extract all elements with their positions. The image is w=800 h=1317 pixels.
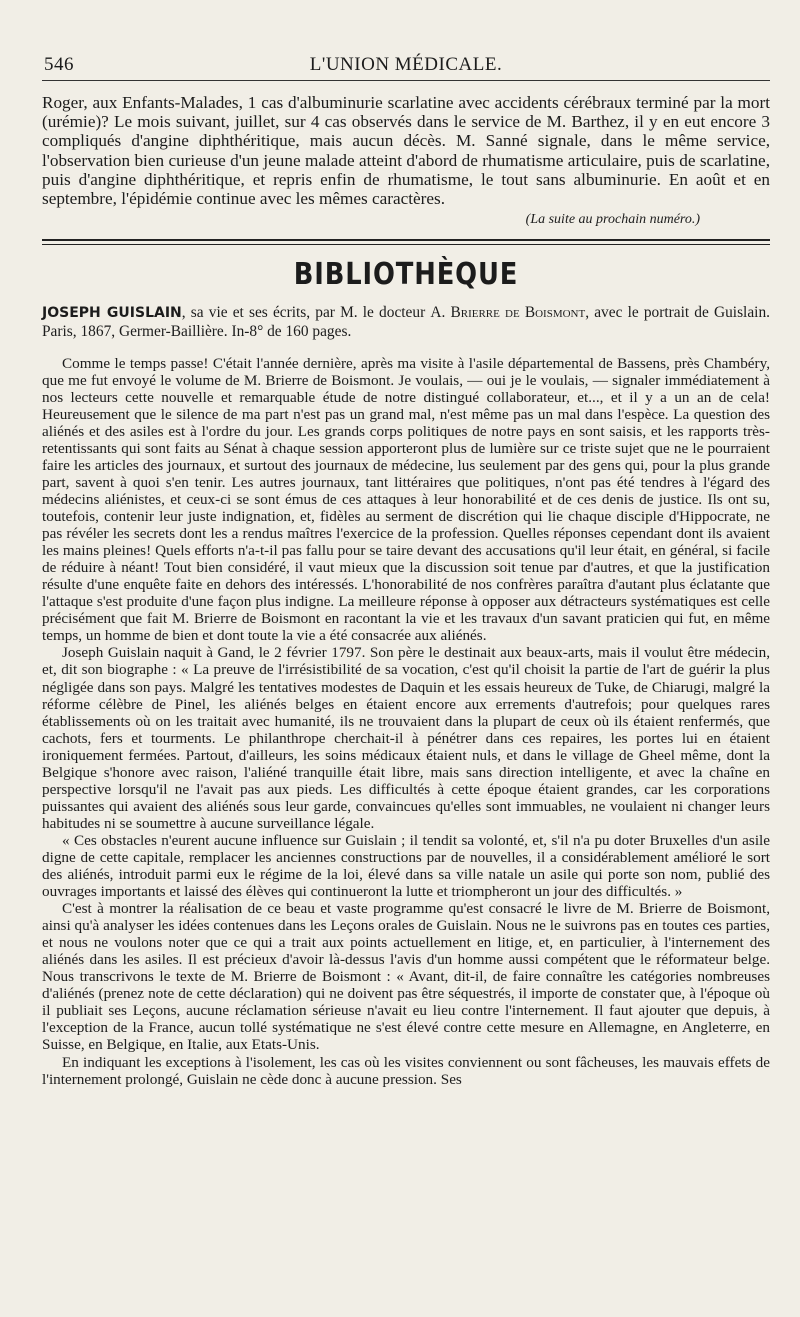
section-divider bbox=[42, 239, 770, 245]
preceding-article-end bbox=[42, 93, 770, 229]
section-title: BIBLIOTHÈQUE bbox=[293, 257, 519, 293]
preceding-article-paragraph: Roger, aux Enfants-Malades, 1 cas d'albuminurie scarlatine avec accidents cérébraux terminé par la mort (urémie)? Le mois suivant, juillet, sur 4 cas observés dans le service de M. Barthez, il y en eut encore 3 compliqués d'angine diphthéritique, mais aucun décès. M. Sanné signale, dans le même service, l'observation bien curieuse d'un jeune malade atteint d'abord de rhumatisme articulaire, puis de scarlatine, puis d'angine diphthéritique, et repris enfin de rhumatisme, le tout sans albuminurie. En août et en septembre, l'épidémie continue avec les mêmes caractères. bbox=[42, 93, 771, 209]
publication-details: , avec le portrait de Guislain. Paris, 1867, Germer-Baillière. In-8° de 160 pages. bbox=[42, 304, 770, 341]
review-heading bbox=[42, 304, 770, 340]
book-subject: , sa vie et ses écrits, par M. le docteur bbox=[181, 304, 431, 322]
review-paragraph: « Ces obstacles n'eurent aucune influence sur Guislain ; il tendit sa volonté, et, s'il n'a pu doter Bruxelles d'un asile digne de cette capitale, remplacer les anciennes constructions par de nouvelles, il a considérablement amélioré le sort des aliénés, introduit parmi eux le régime de la loi, élevé dans sa ville natale un asile qui porte son nom, publié des ouvrages importants et laissé des élèves qui continueront la lutte et triompheront un jour des difficultés. » bbox=[42, 831, 770, 901]
continued-note: (La suite au prochain numéro.) bbox=[525, 212, 700, 228]
review-paragraph: En indiquant les exceptions à l'isolement, les cas où les visites conviennent ou sont fâcheuses, les mauvais effets de l'internement prolongé, Guislain ne cède donc à aucune pression. Ses bbox=[42, 1053, 770, 1088]
journal-title: L'UNION MÉDICALE. bbox=[309, 54, 503, 75]
review-paragraph: Comme le temps passe! C'était l'année dernière, après ma visite à l'asile départemental de Bassens, près Chambéry, que me fut envoyé le volume de M. Brierre de Boismont. Je voulais, — oui je le voulais, — signaler immédiatement à nos lecteurs cette nouvelle et remarquable étude de notre distingué collaborateur, et..., et il y a un an de cela! Heureusement que le silence de ma part n'est pas un grand mal, n'est même pas un mal dans l'espèce. La question des aliénés et des asiles est à l'ordre du jour. Les grands corps politiques de notre pays en sont saisis, et les rapports très-retentissants qui sont faits au Sénat à chaque session apporteront plus de lumière sur ce triste sujet que ne le pourraient faire les articles des journaux, et surtout des journaux de médecine, lus seulement par des gens qui, pour la plus grande part, savent à quoi s'en tenir. Les autres journaux, tant littéraires que politiques, n'ont pas été tendres à l'égard des médecins aliénistes, et ceux-ci se sont émus de ces attaques à leur honorabilité et de ces denis de justice. Ils ont su, toutefois, contenir leur juste indignation, et, fidèles au serment de discrétion qui lie chaque disciple d'Hippocrate, ne pas révéler les secrets dont les a rendus maîtres l'exercice de la profession. Quelles réponses cependant dont ils avaient les mains pleines! Quels efforts n'a-t-il pas fallu pour se taire devant des accusations qu'il leur était, en général, si facile de réduire à néant! Tout bien considéré, il vaut mieux que la discussion soit tenue par d'autres, et que la justification résulte d'une enquête faite en dehors des intéressés. L'honorabilité de nos confrères paraîtra d'autant plus éclatante que l'attaque s'est produite d'une façon plus indigne. La meilleure réponse à opposer aux détracteurs systématiques est celle précisément que fait M. Brierre de Boismont en racontant la vie et les travaux d'un savant praticien qui fut, en même temps, un homme de bien et dont toute la vie a été consacrée aux aliénés. bbox=[42, 354, 770, 645]
reviewer-name: A. Brierre de Boismont bbox=[430, 304, 586, 322]
review-body bbox=[42, 355, 770, 1088]
running-head bbox=[42, 52, 770, 81]
book-author: JOSEPH GUISLAIN bbox=[42, 305, 182, 322]
review-paragraph: C'est à montrer la réalisation de ce beau et vaste programme qu'est consacré le livre de M. Brierre de Boismont, ainsi qu'à analyser les idées contenues dans les Leçons orales de Guislain. Nous ne le suivrons pas en toutes ces parties, et nous ne voulons noter que ce qui a trait aux points actuellement en litige, et, en particulier, à l'internement des aliénés dans les asiles. Il est précieux d'avoir là-dessus l'avis d'un homme aussi compétent que le réformateur belge. Nous transcrivons le texte de M. Brierre de Boismont : « Avant, dit-il, de faire connaître les catégories nombreuses d'aliénés (prenez note de cette déclaration) qui ne doivent pas être séquestrés, il importe de constater que, à l'époque où il publiait ses Leçons, aucune réclamation sérieuse n'avait eu lieu contre l'internement. Il faut ajouter que depuis, à l'exception de la France, aucun tollé systématique ne s'est élevé contre cette mesure en Allemagne, en Angleterre, en Suisse, en Belgique, en Italie, aux Etats-Unis. bbox=[42, 900, 770, 1054]
review-paragraph: Joseph Guislain naquit à Gand, le 2 février 1797. Son père le destinait aux beaux-arts, mais il voulut être médecin, et, dit son biographe : « La preuve de l'irrésistibilité de sa vocation, c'est qu'il choisit la partie de l'art de guérir la plus négligée dans son pays. Malgré les tentatives modestes de Daquin et les essais heureux de Tuke, de Chiarugi, malgré la réforme célèbre de Pinel, les aliénés belges en étaient encore aux errements d'autrefois; pour quelques rares établissements où on les traitait avec humanité, ils ne trouvaient dans la plupart de ceux où ils étaient renfermés, que cachots, fers et tourments. Le philanthrope cherchait-il à pénétrer dans ces repaires, les portes lui en étaient ironiquement fermées. Partout, d'ailleurs, les soins médicaux étaient nuls, et dans le village de Gheel même, dont la Belgique s'honore avec raison, l'aliéné tranquille était libre, mais sans direction intelligente, et avec la chaîne en perspective lorsqu'il ne l'avait pas aux pieds. Les difficultés à cette époque étaient grandes, car les corporations puissantes qui avaient des aliénés sous leur garde, convaincues qu'elles sont immuables, ne voulaient ni changer leurs habitudes ni se soumettre à aucune surveillance légale. bbox=[42, 644, 770, 832]
page-number: 546 bbox=[44, 54, 74, 75]
